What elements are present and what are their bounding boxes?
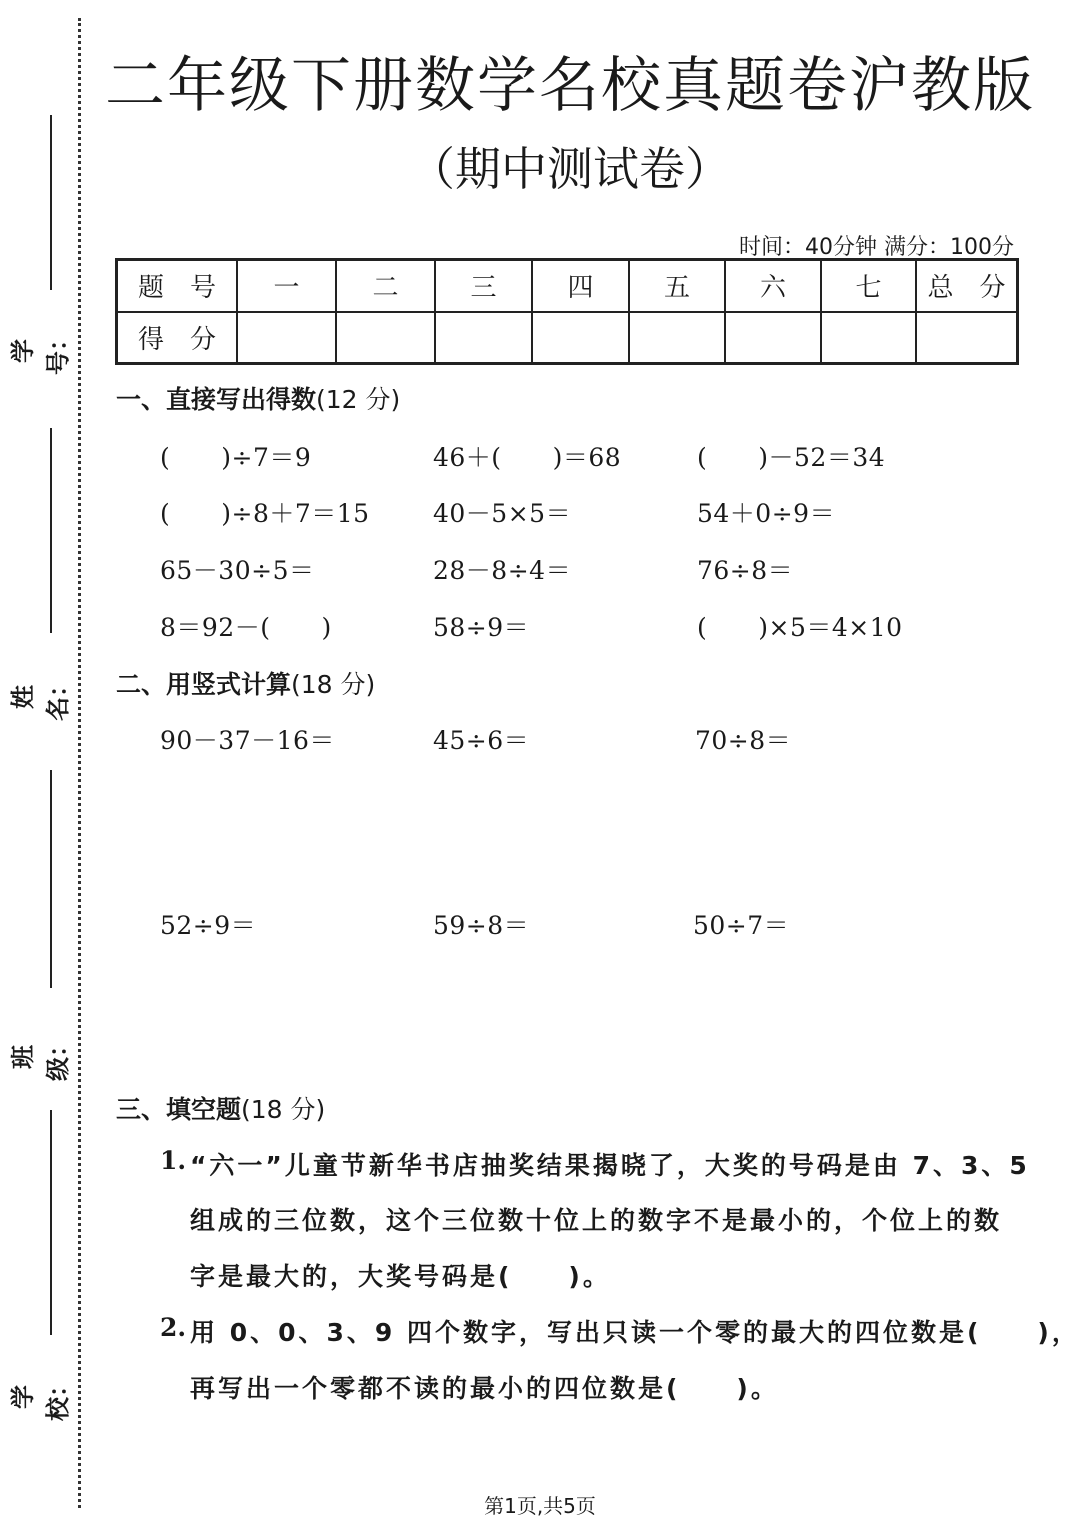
school-line[interactable] bbox=[50, 1110, 52, 1335]
name-line[interactable] bbox=[50, 428, 52, 633]
score-cell[interactable] bbox=[532, 312, 629, 364]
score-cell[interactable] bbox=[629, 312, 725, 364]
problem: 40－5×5＝ bbox=[433, 499, 572, 528]
problem: 65－30÷5＝ bbox=[160, 556, 315, 585]
score-header-cell: 总 分 bbox=[916, 260, 1018, 312]
problem: 50÷7＝ bbox=[693, 911, 790, 940]
question-text-line: “六一”儿童节新华书店抽奖结果揭晓了，大奖的号码是由 7、3、5 bbox=[190, 1151, 1030, 1180]
problem: 54＋0÷9＝ bbox=[697, 499, 836, 528]
score-table-score-row bbox=[117, 312, 1018, 364]
score-header-cell: 三 bbox=[435, 260, 532, 312]
school-label: 学校： bbox=[9, 1373, 72, 1421]
score-header-cell: 四 bbox=[532, 260, 629, 312]
score-header-cell: 七 bbox=[821, 260, 916, 312]
score-header-cell: 一 bbox=[237, 260, 336, 312]
score-header-cell: 题 号 bbox=[117, 260, 238, 312]
problem: 8＝92－( ) bbox=[160, 613, 332, 642]
problem: 52÷9＝ bbox=[160, 911, 257, 940]
score-table-header-row bbox=[117, 260, 1018, 312]
section1-title: 一、直接写出得数 bbox=[116, 385, 317, 414]
score-cell[interactable] bbox=[435, 312, 532, 364]
score-cell[interactable] bbox=[725, 312, 821, 364]
score-header-cell: 二 bbox=[336, 260, 435, 312]
score-cell[interactable] bbox=[237, 312, 336, 364]
problem: 59÷8＝ bbox=[433, 911, 530, 940]
score-header-cell: 六 bbox=[725, 260, 821, 312]
question-text-line: 用 0、0、3、9 四个数字，写出只读一个零的最大的四位数是( )， bbox=[190, 1318, 1080, 1347]
section3-heading bbox=[116, 1090, 325, 1126]
section1-heading bbox=[116, 380, 400, 416]
section2-heading bbox=[116, 665, 375, 701]
page-subtitle: （期中测试卷） bbox=[409, 142, 731, 196]
student-id-label: 学号： bbox=[9, 327, 72, 375]
student-id-line[interactable] bbox=[50, 115, 52, 290]
question-number: 2. bbox=[160, 1313, 187, 1342]
page-title: 二年级下册数学名校真题卷沪教版 bbox=[105, 51, 1035, 121]
question-text-line: 字是最大的，大奖号码是( )。 bbox=[190, 1262, 611, 1291]
score-row-label: 得 分 bbox=[117, 312, 238, 364]
problem: ( )÷7＝9 bbox=[160, 443, 312, 472]
exam-meta: 时间：40分钟 满分：100分 bbox=[739, 235, 1014, 260]
score-cell[interactable] bbox=[336, 312, 435, 364]
question-text-line: 再写出一个零都不读的最小的四位数是( )。 bbox=[190, 1374, 779, 1403]
question-number: 1. bbox=[160, 1146, 187, 1175]
question-text-line: 组成的三位数，这个三位数十位上的数字不是最小的，个位上的数 bbox=[190, 1206, 1003, 1235]
section1-points: (12 分) bbox=[316, 385, 401, 414]
score-header-cell: 五 bbox=[629, 260, 725, 312]
score-cell[interactable] bbox=[916, 312, 1018, 364]
problem: ( )÷8＋7＝15 bbox=[160, 499, 370, 528]
problem: 58÷9＝ bbox=[433, 613, 530, 642]
page-number: 第1页,共5页 bbox=[484, 1494, 596, 1518]
problem: 45÷6＝ bbox=[433, 726, 530, 755]
section2-title: 二、用竖式计算 bbox=[116, 670, 292, 699]
section3-title: 三、填空题 bbox=[116, 1095, 242, 1124]
class-line[interactable] bbox=[50, 770, 52, 988]
class-label: 班级： bbox=[9, 1033, 72, 1081]
name-label: 姓名： bbox=[9, 673, 72, 721]
score-cell[interactable] bbox=[821, 312, 916, 364]
problem: 28－8÷4＝ bbox=[433, 556, 572, 585]
cut-line bbox=[78, 18, 81, 1508]
problem: 46＋( )＝68 bbox=[433, 443, 622, 472]
problem: ( )－52＝34 bbox=[697, 443, 886, 472]
problem: 70÷8＝ bbox=[695, 726, 792, 755]
problem: 76÷8＝ bbox=[697, 556, 794, 585]
problem: ( )×5＝4×10 bbox=[697, 613, 903, 642]
section2-points: (18 分) bbox=[291, 670, 376, 699]
score-table bbox=[115, 258, 1019, 365]
section3-points: (18 分) bbox=[241, 1095, 326, 1124]
problem: 90－37－16＝ bbox=[160, 726, 335, 755]
